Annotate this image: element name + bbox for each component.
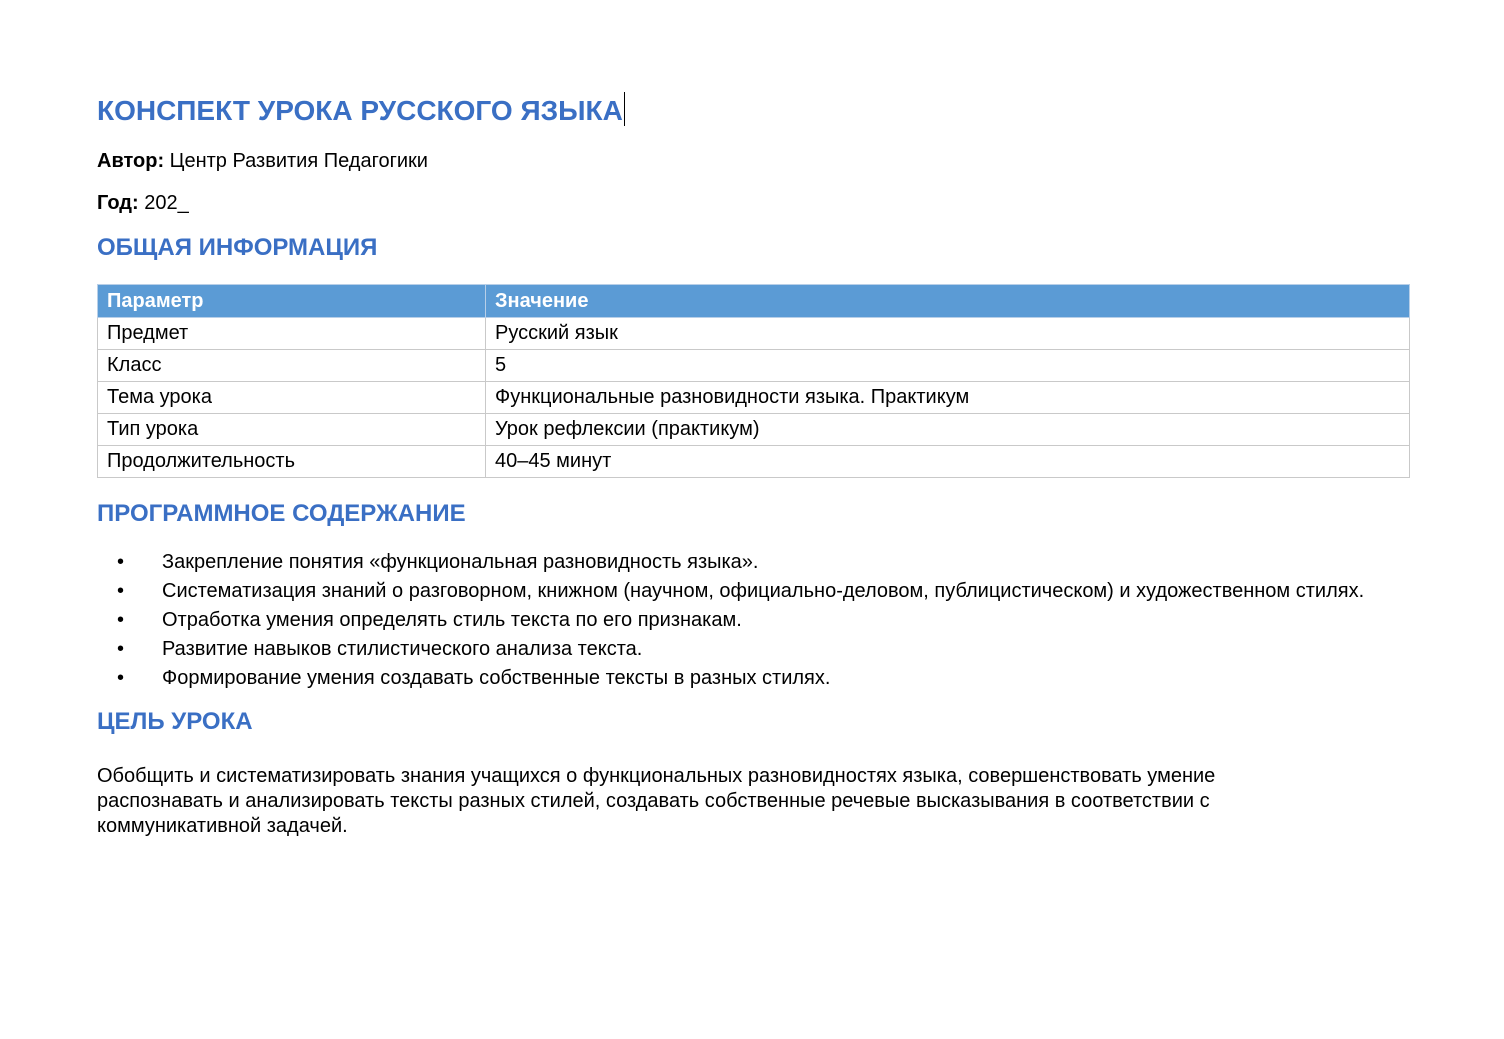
lesson-goal-heading[interactable]: ЦЕЛЬ УРОКА [97, 708, 253, 735]
bullet-marker: • [117, 609, 125, 631]
table-cell-parameter[interactable]: Тип урока [98, 414, 486, 446]
list-item-text: Развитие навыков стилистического анализа текста. [162, 638, 643, 660]
table-cell-value[interactable]: Урок рефлексии (практикум) [486, 414, 1410, 446]
author-line[interactable] [97, 148, 1410, 174]
list-item-text: Формирование умения создавать собственные тексты в разных стилях. [162, 667, 831, 689]
lesson-goal-paragraph[interactable]: Обобщить и систематизировать знания учащихся о функциональных разновидностях языка, совершенствовать умение распознавать и анализировать тексты разных стилей, создавать собственные речевые высказывания в соответствии с коммуникативной задачей. [97, 765, 1216, 837]
bullet-marker: • [117, 580, 125, 602]
author-label: Автор: [97, 150, 165, 172]
year-label: Год: [97, 192, 139, 214]
bullet-marker: • [117, 551, 125, 573]
list-item[interactable] [97, 550, 1410, 574]
table-cell-value[interactable]: 5 [486, 350, 1410, 382]
document-page[interactable] [97, 92, 1410, 839]
table-row [98, 350, 1410, 382]
list-item[interactable] [97, 666, 1410, 690]
table-cell-parameter[interactable]: Класс [98, 350, 486, 382]
table-row [98, 318, 1410, 350]
bullet-marker: • [117, 667, 125, 689]
bullet-marker: • [117, 638, 125, 660]
table-row [98, 382, 1410, 414]
table-cell-parameter[interactable]: Продолжительность [98, 446, 486, 478]
general-info-heading[interactable]: ОБЩАЯ ИНФОРМАЦИЯ [97, 234, 378, 261]
list-item-text: Закрепление понятия «функциональная разновидность языка». [162, 551, 759, 573]
year-value: 202_ [144, 192, 189, 214]
table-cell-value[interactable]: 40–45 минут [486, 446, 1410, 478]
text-cursor [624, 92, 625, 126]
document-title[interactable]: КОНСПЕКТ УРОКА РУССКОГО ЯЗЫКА [97, 95, 623, 126]
list-item[interactable] [97, 579, 1410, 603]
column-header-value[interactable]: Значение [486, 285, 1410, 318]
column-header-parameter[interactable]: Параметр [98, 285, 486, 318]
author-value: Центр Развития Педагогики [169, 150, 428, 172]
table-cell-parameter[interactable]: Предмет [98, 318, 486, 350]
program-content-heading[interactable]: ПРОГРАММНОЕ СОДЕРЖАНИЕ [97, 500, 466, 527]
year-line[interactable] [97, 190, 1410, 216]
list-item-text: Отработка умения определять стиль текста по его признакам. [162, 609, 742, 631]
table-cell-value[interactable]: Русский язык [486, 318, 1410, 350]
general-info-table[interactable] [97, 284, 1410, 478]
list-item-text: Систематизация знаний о разговорном, книжном (научном, официально-деловом, публицистическом) и художественном стилях. [162, 580, 1365, 602]
table-cell-parameter[interactable]: Тема урока [98, 382, 486, 414]
list-item[interactable] [97, 637, 1410, 661]
list-item[interactable] [97, 608, 1410, 632]
table-row [98, 446, 1410, 478]
table-row [98, 414, 1410, 446]
program-content-list [97, 550, 1410, 690]
table-header-row [98, 285, 1410, 318]
table-cell-value[interactable]: Функциональные разновидности языка. Практикум [486, 382, 1410, 414]
